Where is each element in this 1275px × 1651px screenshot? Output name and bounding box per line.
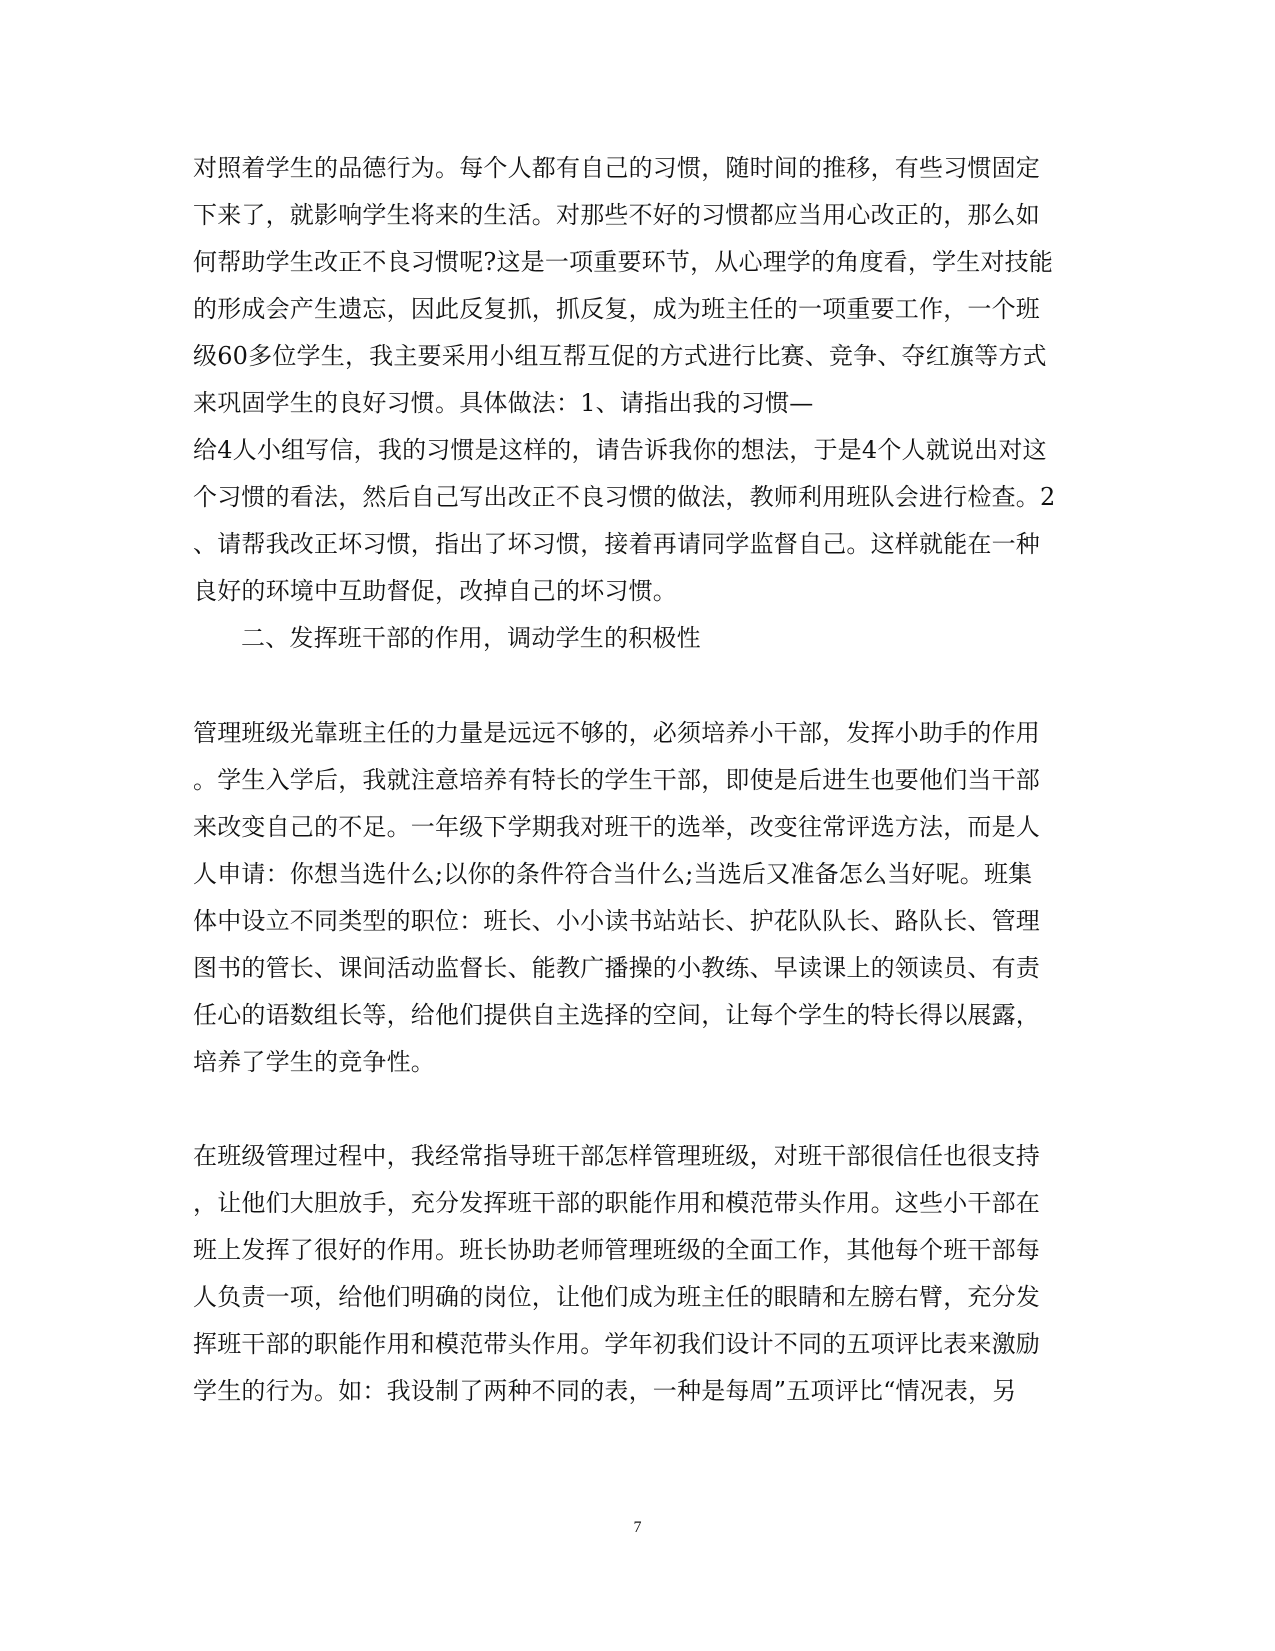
- text-line: 、请帮我改正坏习惯，指出了坏习惯，接着再请同学监督自己。这样就能在一种: [193, 530, 1040, 558]
- text-line: 学生的行为。如：我设制了两种不同的表，一种是每周”五项评比“情况表，另: [193, 1377, 1017, 1405]
- text-line: 人申请：你想当选什么;以你的条件符合当什么;当选后又准备怎么当好呢。班集: [193, 860, 1033, 888]
- text-line: 良好的环境中互助督促，改掉自己的坏习惯。: [193, 577, 677, 605]
- text-line: 人负责一项，给他们明确的岗位，让他们成为班主任的眼睛和左膀右臂，充分发: [193, 1283, 1040, 1311]
- text-line: 级60多位学生，我主要采用小组互帮互促的方式进行比赛、竞争、夺红旗等方式: [193, 342, 1047, 370]
- text-line: 给4人小组写信，我的习惯是这样的，请告诉我你的想法，于是4个人就说出对这: [193, 436, 1047, 464]
- text-line: 培养了学生的竞争性。: [193, 1048, 435, 1076]
- text-line: 何帮助学生改正不良习惯呢?这是一项重要环节，从心理学的角度看，学生对技能: [193, 248, 1054, 276]
- text-line: 。学生入学后，我就注意培养有特长的学生干部，即使是后进生也要他们当干部: [193, 766, 1040, 794]
- text-line: ，让他们大胆放手，充分发挥班干部的职能作用和模范带头作用。这些小干部在: [193, 1189, 1040, 1217]
- text-line: 对照着学生的品德行为。每个人都有自己的习惯，随时间的推移，有些习惯固定: [193, 154, 1040, 182]
- text-line: 下来了，就影响学生将来的生活。对那些不好的习惯都应当用心改正的，那么如: [193, 201, 1040, 229]
- text-line: 来巩固学生的良好习惯。具体做法：1、请指出我的习惯—: [193, 389, 814, 417]
- page-number: 7: [633, 1519, 642, 1536]
- text-line: 在班级管理过程中，我经常指导班干部怎样管理班级，对班干部很信任也很支持: [193, 1142, 1040, 1170]
- text-line: 任心的语数组长等，给他们提供自主选择的空间，让每个学生的特长得以展露，: [193, 1001, 1040, 1029]
- text-line: 的形成会产生遗忘，因此反复抓，抓反复，成为班主任的一项重要工作，一个班: [193, 295, 1040, 323]
- text-line: 挥班干部的职能作用和模范带头作用。学年初我们设计不同的五项评比表来激励: [193, 1330, 1040, 1358]
- text-line: 体中设立不同类型的职位：班长、小小读书站站长、护花队队长、路队长、管理: [193, 907, 1040, 935]
- text-line: 个习惯的看法，然后自己写出改正不良习惯的做法，教师利用班队会进行检查。2: [193, 483, 1056, 511]
- text-line: 图书的管长、课间活动监督长、能教广播操的小教练、早读课上的领读员、有责: [193, 954, 1040, 982]
- text-line: 班上发挥了很好的作用。班长协助老师管理班级的全面工作，其他每个班干部每: [193, 1236, 1040, 1264]
- text-line: 来改变自己的不足。一年级下学期我对班干的选举，改变往常评选方法，而是人: [193, 813, 1040, 841]
- text-line: 管理班级光靠班主任的力量是远远不够的，必须培养小干部，发挥小助手的作用: [193, 719, 1040, 747]
- section-heading: 二、发挥班干部的作用，调动学生的积极性: [241, 624, 701, 652]
